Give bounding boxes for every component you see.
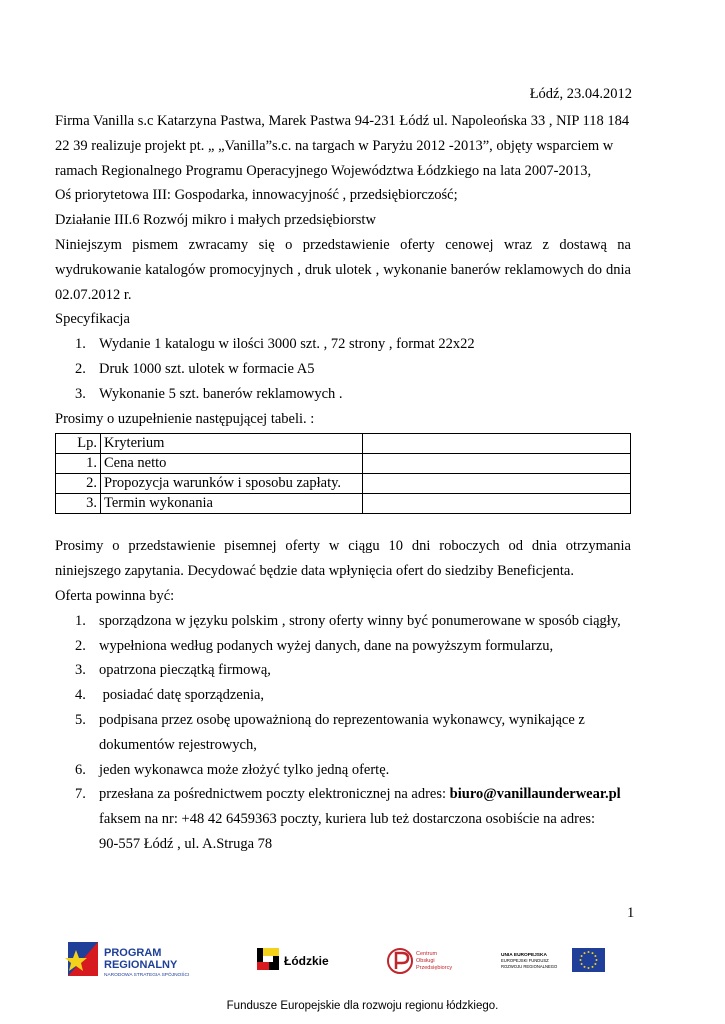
list-item-text: podpisana przez osobę upoważnioną do reprezentowania wykonawcy, wynikające z dokumentów rejestrowych, (99, 711, 585, 753)
priority-axis: Oś priorytetowa III: Gospodarka, innowacyjność , przedsiębiorczość; (55, 187, 458, 204)
list-item-text: jeden wykonawca może złożyć tylko jedną ofertę. (99, 761, 390, 778)
logo-strip (62, 938, 622, 982)
value-cell (363, 494, 631, 514)
criteria-table (55, 433, 631, 514)
lodzkie-logo (257, 948, 329, 970)
specification-list (55, 332, 631, 406)
criterion-cell: Cena netto (101, 454, 363, 474)
list-number: 3. (75, 662, 86, 679)
program-regionalny-logo (65, 942, 189, 978)
offer-item (55, 609, 631, 634)
centrum-line-2: Obsługi (416, 958, 435, 964)
document-date: Łódź, 23.04.2012 (529, 86, 632, 102)
fax-line: faksem na nr: +48 42 6459363 poczty, kuriera lub też dostarczona osobiście na adres: (99, 811, 596, 828)
value-cell (363, 474, 631, 494)
email-address: biuro@vanillaunderwear.pl (449, 786, 621, 803)
intro-line-3: ramach Regionalnego Programu Operacyjnego Województwa Łódzkiego na lata 2007-2013, (55, 162, 592, 179)
offer-item (55, 758, 631, 783)
eu-line-1: UNIA EUROPEJSKA (501, 953, 547, 958)
intro-line-2: 22 39 realizuje projekt pt. „ „Vanilla”s.c. na targach w Paryżu 2012 -2013”, objęty wsparciem w (55, 137, 614, 154)
list-item-text: wypełniona według podanych wyżej danych, dane na powyższym formularzu, (99, 637, 554, 654)
list-number: 1. (75, 612, 86, 629)
list-item-text: Druk 1000 szt. ulotek w formacie A5 (99, 360, 315, 377)
address-line: 90-557 Łódź , ul. A.Struga 78 (99, 835, 273, 852)
list-item-text: Wykonanie 5 szt. banerów reklamowych . (99, 385, 343, 402)
request-paragraph: Niniejszym pismem zwracamy się o przedstawienie oferty cenowej wraz z dostawą na wydrukowanie katalogów promocyjnych , druk ulotek , wykonanie banerów reklamowych do dnia 02.07.2012 r. (55, 236, 631, 303)
lp-cell: 2. (56, 474, 101, 494)
table-header-row (56, 434, 631, 454)
action-line: Działanie III.6 Rozwój mikro i małych przedsiębiorstw (55, 212, 376, 229)
list-item-text: Wydanie 1 katalogu w ilości 3000 szt. , 72 strony , format 22x22 (99, 336, 475, 353)
value-cell (363, 434, 631, 454)
list-number: 2. (75, 360, 86, 377)
specification-item (55, 332, 631, 357)
list-number: 6. (75, 761, 86, 778)
list-number: 3. (75, 385, 86, 402)
program-title-1: PROGRAM (104, 947, 162, 959)
list-item-text: sporządzona w języku polskim , strony oferty winny być ponumerowane w sposób ciągły, (99, 612, 621, 629)
eu-line-3: ROZWOJU REGIONALNEGO (501, 964, 558, 969)
list-number: 1. (75, 336, 86, 353)
list-number: 2. (75, 637, 86, 654)
program-title-2: REGIONALNY (104, 959, 178, 971)
list-number: 5. (75, 711, 86, 728)
eu-line-2: EUROPEJSKI FUNDUSZ (501, 958, 549, 963)
list-item-text: przesłana za pośrednictwem poczty elektronicznej na adres: (99, 786, 450, 803)
list-item-text: posiadać datę sporządzenia, (99, 687, 265, 704)
deadline-paragraph: Prosimy o przedstawienie pisemnej oferty w ciągu 10 dni roboczych od dnia otrzymania niniejszego zapytania. Decydować będzie data wpłynięcia ofert do siedziby Beneficjenta. (55, 538, 631, 580)
lp-cell: 3. (56, 494, 101, 514)
lp-header: Lp. (56, 434, 101, 454)
footer-text: Fundusze Europejskie dla rozwoju regionu łódzkiego. (226, 1000, 499, 1012)
criterion-header: Kryterium (101, 434, 363, 454)
offer-item (55, 708, 631, 758)
table-row (56, 474, 631, 494)
table-row (56, 494, 631, 514)
centrum-line-3: Przedsiębiorcy (416, 965, 453, 971)
document-body (55, 109, 631, 857)
table-intro: Prosimy o uzupełnienie następującej tabeli. : (55, 410, 315, 427)
offer-item (55, 658, 631, 683)
intro-line-1: Firma Vanilla s.c Katarzyna Pastwa, Marek Pastwa 94-231 Łódź ul. Napoleońska 33 , NIP 118 184 (55, 113, 630, 129)
specification-item (55, 382, 631, 407)
value-cell (363, 454, 631, 474)
criterion-cell: Propozycja warunków i sposobu zapłaty. (101, 474, 363, 494)
centrum-logo (388, 949, 452, 973)
offer-item (55, 634, 631, 659)
list-number: 7. (75, 786, 86, 803)
offer-item (55, 782, 631, 856)
list-item-text: opatrzona pieczątką firmową, (99, 662, 271, 679)
criterion-cell: Termin wykonania (101, 494, 363, 514)
lp-cell: 1. (56, 454, 101, 474)
list-number: 4. (75, 687, 86, 704)
specification-title: Specyfikacja (55, 311, 130, 328)
page-number: 1 (627, 905, 635, 921)
lodzkie-label: Łódzkie (284, 954, 329, 968)
offer-list (55, 609, 631, 857)
offer-title: Oferta powinna być: (55, 587, 175, 604)
offer-item (55, 683, 631, 708)
eu-logo (501, 948, 605, 972)
centrum-line-1: Centrum (416, 951, 438, 957)
program-subtitle: NARODOWA STRATEGIA SPÓJNOŚCI (104, 973, 190, 978)
specification-item (55, 357, 631, 382)
table-row (56, 454, 631, 474)
